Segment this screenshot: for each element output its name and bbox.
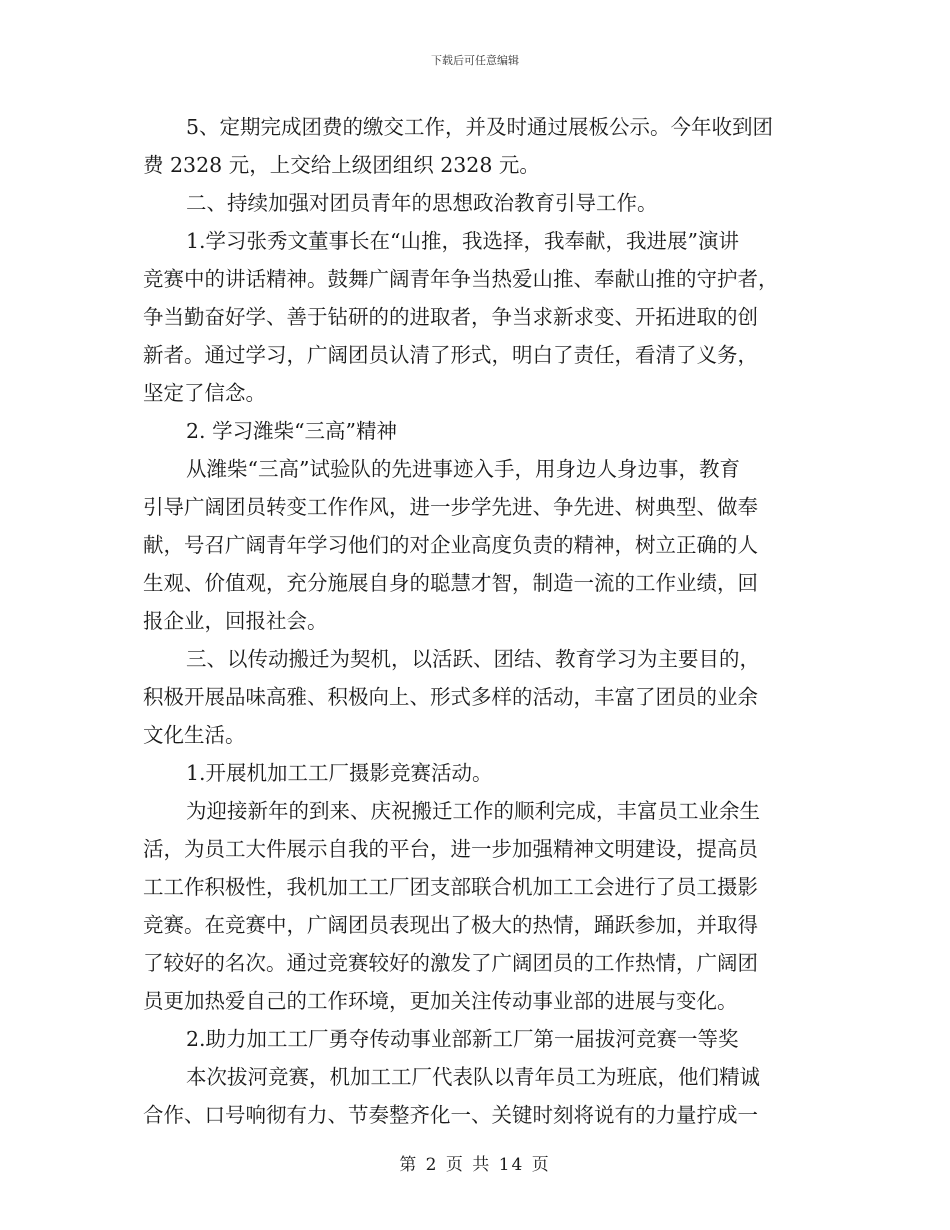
text-line: 生观、价值观，充分施展自身的聪慧才智，制造一流的工作业绩，回 (143, 571, 758, 595)
text-line: 工工作积极性，我机加工工厂团支部联合机加工工会进行了员工摄影 (143, 875, 758, 899)
text-line: 新者。通过学习，广阔团员认清了形式，明白了责任，看清了义务， (143, 343, 758, 367)
text-line: 竞赛中的讲话精神。鼓舞广阔青年争当热爱山推、奉献山推的守护者， (143, 267, 779, 291)
text-line: 引导广阔团员转变工作作风，进一步学先进、争先进、树典型、做奉 (143, 495, 758, 519)
text-line: 2.助力加工工厂勇夺传动事业部新工厂第一届拔河竞赛一等奖 (186, 1027, 739, 1051)
text-line: 为迎接新年的到来、庆祝搬迁工作的顺利完成，丰富员工业余生 (186, 799, 760, 823)
text-line: 从潍柴“三高”试验队的先进事迹入手，用身边人身边事，教育 (186, 457, 740, 481)
text-line: 竞赛。在竞赛中，广阔团员表现出了极大的热情，踊跃参加，并取得 (143, 913, 758, 937)
text-line: 合作、口号响彻有力、节奏整齐化一、关键时刻将说有的力量拧成一 (143, 1103, 758, 1127)
text-line: 争当勤奋好学、善于钻研的的进取者，争当求新求变、开拓进取的创 (143, 305, 758, 329)
text-line: 了较好的名次。通过竞赛较好的激发了广阔团员的工作热情，广阔团 (143, 951, 758, 975)
text-line: 本次拔河竞赛，机加工工厂代表队以青年员工为班底，他们精诚 (186, 1065, 760, 1089)
text-line: 三、以传动搬迁为契机，以活跃、团结、教育学习为主要目的， (186, 647, 760, 671)
text-line: 员更加热爱自己的工作环境，更加关注传动事业部的进展与变化。 (143, 989, 738, 1013)
text-line: 1.学习张秀文董事长在“山推，我选择，我奉献，我进展”演讲 (186, 229, 740, 253)
page-footer: 第 2 页 共 14 页 (399, 1155, 551, 1175)
document-body (143, 108, 803, 1134)
page-header: 下载后可任意编辑 (431, 54, 519, 67)
text-line: 1.开展机加工工厂摄影竞赛活动。 (186, 761, 493, 785)
text-line: 5、定期完成团费的缴交工作，并及时通过展板公示。今年收到团 (186, 115, 774, 139)
text-line: 献，号召广阔青年学习他们的对企业高度负责的精神，树立正确的人 (143, 533, 758, 557)
text-line: 费 2328 元，上交给上级团组织 2328 元。 (143, 153, 540, 177)
text-line: 文化生活。 (143, 723, 246, 747)
text-line: 积极开展品味高雅、积极向上、形式多样的活动，丰富了团员的业余 (143, 685, 758, 709)
text-line: 坚定了信念。 (143, 381, 266, 405)
text-line: 2. 学习潍柴“三高”精神 (186, 419, 398, 443)
text-line: 报企业，回报社会。 (143, 609, 328, 633)
text-line: 活，为员工大件展示自我的平台，进一步加强精神文明建设，提高员 (143, 837, 758, 861)
text-line: 二、持续加强对团员青年的思想政治教育引导工作。 (186, 191, 658, 215)
